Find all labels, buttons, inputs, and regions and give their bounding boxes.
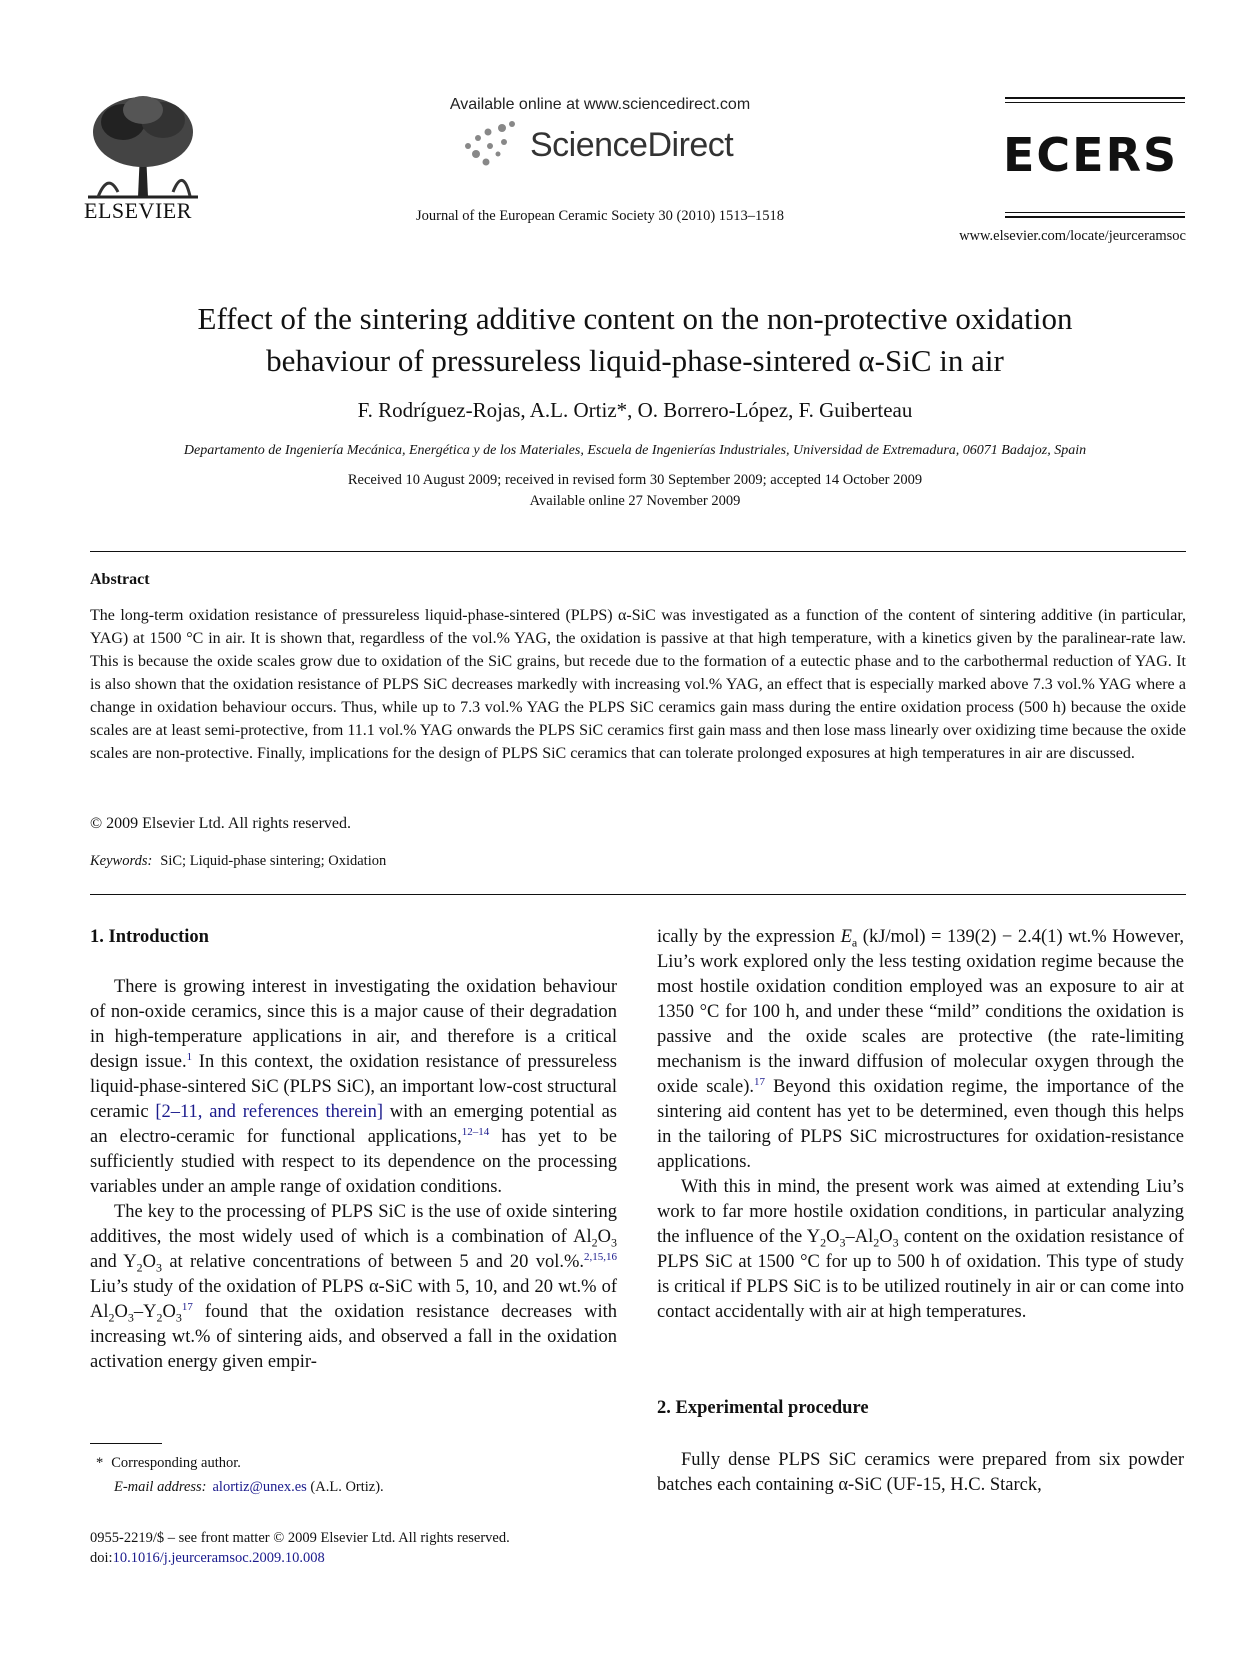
email-link[interactable]: alortiz@unex.es [212,1479,307,1495]
doi-link[interactable]: 10.1016/j.jeurceramsoc.2009.10.008 [112,1550,325,1566]
author-list: F. Rodríguez-Rojas, A.L. Ortiz*, O. Borrero-López, F. Guiberteau [357,398,913,422]
front-matter: 0955-2219/$ – see front matter © 2009 Elsevier Ltd. All rights reserved. doi:10.1016/j.jeurceramsoc.2009.10.008 [90,1530,510,1566]
right-paragraph-1: ically by the expression $E_a$ (kJ/mol) = 139(2) − 2.4(1) wt.% However, Liu’s work explored only the less testing oxidation regime because the most hostile oxidation condition employed was an exposure to air at 1350 °C for 100 h, and under these “mild” conditions the oxidation is passive and the oxide scales are protective (the rate-limiting mechanism is the inward diffusion of molecular oxygen through the oxide scale).$^{17}$ Beyond this oxidation regime, the importance of the sintering aid content has yet to be determined, even though this helps in the tailoring of PLPS SiC microstructures for oxidation-resistance applications. [657,927,1184,1172]
affiliation: Departamento de Ingeniería Mecánica, Energética y de los Materiales, Escuela de Ingenierías Industriales, Universidad de Extremadura, 06071 Badajoz, Spain [183,443,1087,458]
header-rule [1005,97,1185,99]
divider [90,551,1186,552]
article-title: Effect of the sintering additive content on the non-protective oxidation behaviour of pressureless liquid-phase-sintered α-SiC in air [197,301,1073,378]
abstract-copyright: © 2009 Elsevier Ltd. All rights reserved. [90,815,351,832]
footnote-email: E-mail address: alortiz@unex.es (A.L. Ortiz). [114,1479,384,1495]
journal-citation: Journal of the European Ceramic Society 30 (2010) 1513–1518 [415,208,785,224]
citation-link[interactable]: 2,15,16 [584,1250,618,1263]
header-rule [1005,216,1185,218]
citation-link[interactable]: [2–11, and references therein] [155,1102,384,1122]
right-column [657,925,1184,1325]
keywords: Keywords: SiC; Liquid-phase sintering; Oxidation [90,853,387,869]
abstract-text: The long-term oxidation resistance of pressureless liquid-phase-sintered (PLPS) α-SiC was investigated as a function of the content of sintering additive (in particular, YAG) at 1500 °C in air. It is shown that, regardless of the vol.% YAG, the oxidation is passive at that high temperature, with a kinetics given by the paralinear-rate law. This is because the oxide scales grow due to oxidation of the SiC grains, but recede due to the formation of a eutectic phase and to the carbothermal reduction of YAG. It is also shown that the oxidation resistance of PLPS SiC decreases markedly with increasing vol.% YAG, an effect that is especially marked above 7.3 vol.% YAG where a change in oxidation behaviour occurs. Thus, while up to 7.3 vol.% YAG the PLPS SiC ceramics gain mass during the entire oxidation process (500 h) because the oxide scales are at least semi-protective, from 11.1 vol.% YAG onwards the PLPS SiC ceramics first gain mass and then lose mass linearly over oxidizing time because the oxide scales are non-protective. Finally, implications for the design of PLPS SiC ceramics that can tolerate prolonged exposures at high temperatures in air are discussed. [90,607,1186,762]
citation-link[interactable]: 1 [186,1050,193,1063]
header-rule [1005,212,1185,213]
section-heading-experimental: 2. Experimental procedure [657,1398,869,1418]
footnote-rule [90,1443,162,1444]
right-paragraph-2: With this in mind, the present work was aimed at extending Liu’s work to far more hostile oxidation conditions, in particular analyzing the influence of the $Y_2O_3-Al_2O_3$ content on the oxidation resistance of PLPS SiC at 1500 °C for up to 500 h of oxidation. This type of study is critical if PLPS SiC is to be utilized routinely in air or can come into contact accidentally with air at high temperatures. [657,1177,1184,1322]
intro-paragraph-2: The key to the processing of PLPS SiC is the use of oxide sintering additives, the most widely used of which is a combination of $Al_2O_3$ and $Y_2O_3$ at relative concentrations of between 5 and 20 vol.%.$^{2,15,16}$ Liu’s study of the oxidation of PLPS α-SiC with 5, 10, and 20 wt.% of $Al_2O_3-Y_2O_3^{17}$ found that the oxidation resistance decreases with increasing wt.% of sintering aids, and observed a fall in the oxidation activation energy given empir- [90,1202,618,1372]
sciencedirect-logo[interactable] [458,118,758,178]
available-online-text: Available online at www.sciencedirect.com [449,96,751,113]
citation-link[interactable]: 17 [754,1075,765,1088]
header-rule [1005,102,1185,103]
ecers-logo: ECERS [1003,128,1179,182]
elsevier-wordmark: ELSEVIER [84,198,192,223]
intro-paragraph-1: There is growing interest in investigating the oxidation behaviour of non-oxide ceramics, since this is a major cause of their degradation in high-temperature applications in air, and therefore is a critical design issue.$^1$ In this context, the oxidation resistance of pressureless liquid-phase-sintered SiC (PLPS SiC), an important low-cost structural ceramic [2–11, and references therein] with an emerging potential as an electro-ceramic for functional applications,$^{12-14}$ has yet to be sufficiently studied with respect to its dependence on the processing variables under an ample range of oxidation conditions. [90,977,617,1197]
elsevier-tree-logo [78,92,208,202]
article-dates: Received 10 August 2009; received in revised form 30 September 2009; accepted 14 October 2009 Available online 27 November 2009 [347,472,923,509]
experimental-paragraph: Fully dense PLPS SiC ceramics were prepared from six powder batches each containing α-SiC (UF-15, H.C. Starck, [657,1450,1184,1495]
citation-link[interactable]: 12–14 [461,1125,490,1138]
sciencedirect-dots-icon [458,118,518,173]
abstract-heading: Abstract [90,571,150,588]
footnote-corresponding: * Corresponding author. [96,1455,241,1471]
divider [90,894,1186,895]
left-column [90,925,617,1375]
sciencedirect-wordmark: ScienceDirect [530,126,734,164]
citation-link[interactable]: 17 [181,1300,193,1313]
journal-website-link[interactable]: www.elsevier.com/locate/jeurceramsoc [959,228,1186,244]
section-heading-introduction: 1. Introduction [90,927,209,947]
